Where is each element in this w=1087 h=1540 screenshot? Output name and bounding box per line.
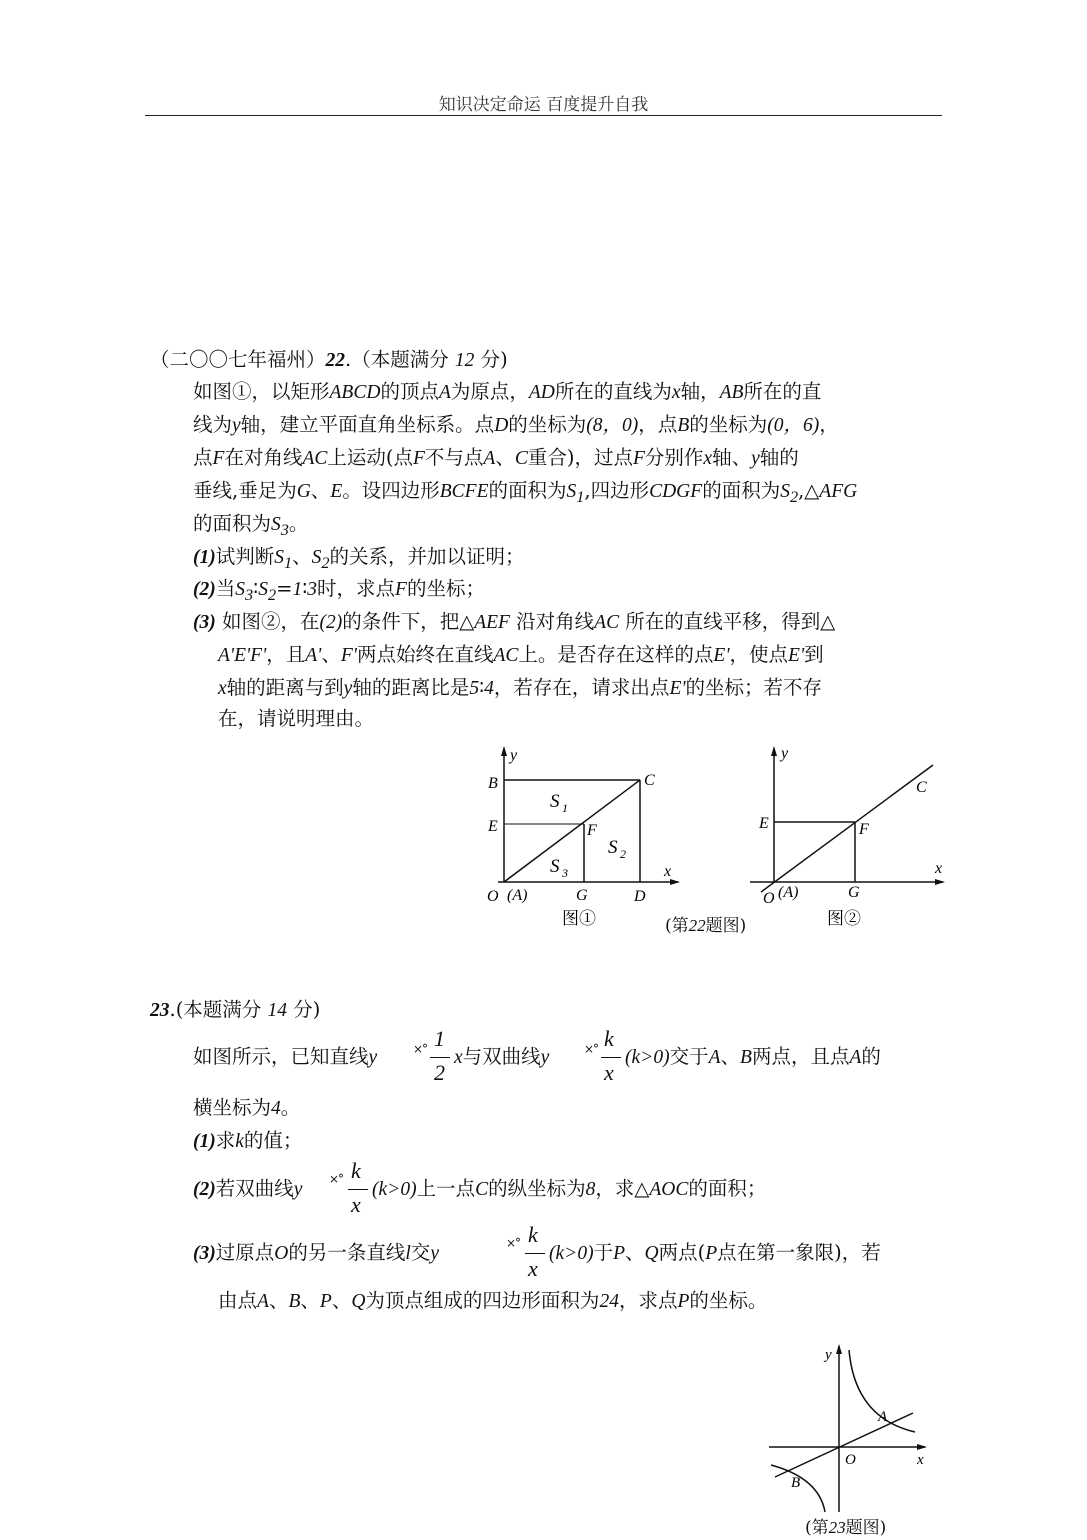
txt: O bbox=[274, 1243, 289, 1264]
frac-k-den: x bbox=[604, 1060, 614, 1085]
x-axis-arrow bbox=[917, 1444, 927, 1450]
q23-line1-c bbox=[625, 1045, 881, 1070]
txt: 、 bbox=[625, 1241, 645, 1264]
txt: ∶ bbox=[479, 676, 485, 699]
txt: k bbox=[235, 1131, 244, 1152]
label-o: O bbox=[845, 1452, 856, 1468]
label-o: O bbox=[487, 888, 499, 905]
txt: 的面积为 bbox=[488, 479, 567, 502]
frac-half-den: 2 bbox=[434, 1060, 445, 1085]
label-y: y bbox=[781, 745, 789, 762]
txt: 时，求点 bbox=[317, 577, 396, 600]
q23-figure bbox=[765, 1340, 935, 1515]
txt: 求 bbox=[215, 1129, 236, 1152]
label-a: A bbox=[878, 1409, 888, 1425]
page-header: 知识决定命运 百度提升自我 bbox=[438, 95, 649, 115]
txt: 线为 bbox=[193, 413, 233, 436]
label-a: (A) bbox=[778, 884, 799, 901]
txt: 。 bbox=[288, 512, 309, 535]
txt: y bbox=[540, 1047, 550, 1068]
txt: 在对角线 bbox=[224, 446, 303, 469]
txt: ∶ bbox=[302, 577, 308, 600]
line-ac bbox=[761, 765, 933, 892]
q22-sub3-line4: 在，请说明理由。 bbox=[218, 707, 375, 730]
label-y: y bbox=[510, 747, 518, 764]
txt: 、 bbox=[331, 1289, 352, 1312]
txt: 的坐标为 bbox=[689, 413, 768, 436]
txt: P bbox=[705, 1243, 718, 1264]
txt: 的面积； bbox=[688, 1177, 767, 1200]
q22-score-suffix: 分) bbox=[474, 348, 508, 371]
txt: 分别作 bbox=[644, 446, 704, 469]
txt: A' bbox=[305, 645, 322, 666]
header-rule bbox=[145, 115, 942, 116]
q23-score-prefix: .(本题满分 bbox=[169, 998, 268, 1021]
txt: AC bbox=[594, 612, 620, 633]
txt: P bbox=[319, 1291, 332, 1312]
txt: (2) bbox=[193, 1179, 216, 1200]
txt: 当 bbox=[215, 577, 236, 600]
q22-sub2 bbox=[193, 577, 485, 607]
label-x: x bbox=[917, 1452, 924, 1468]
txt: 、 bbox=[300, 1289, 320, 1312]
txt: 到 bbox=[804, 643, 824, 666]
txt: 的值； bbox=[243, 1129, 303, 1152]
txt: ,四边形 bbox=[584, 479, 650, 502]
txt: A bbox=[483, 448, 496, 469]
txt: S bbox=[274, 547, 285, 568]
txt: ， bbox=[819, 413, 839, 436]
txt: 由点 bbox=[218, 1289, 258, 1312]
txt: A bbox=[849, 1047, 862, 1068]
txt: y bbox=[232, 415, 241, 436]
txt: 。 bbox=[280, 1096, 301, 1119]
txt: E bbox=[330, 481, 343, 502]
q23-sub2-b bbox=[372, 1177, 766, 1202]
txt: x bbox=[671, 382, 681, 403]
txt: 5 bbox=[469, 678, 480, 699]
frac-half-num: 1 bbox=[434, 1026, 445, 1051]
txt: 于 bbox=[593, 1241, 614, 1264]
txt: (2) bbox=[193, 579, 216, 600]
txt: (第 bbox=[665, 916, 689, 936]
txt: 、 bbox=[292, 545, 312, 568]
txt: > bbox=[640, 1047, 654, 1068]
q23-score: 14 bbox=[267, 1000, 288, 1021]
label-a: (A) bbox=[507, 887, 528, 904]
q23-sub3-a bbox=[193, 1241, 439, 1266]
txt: 4 bbox=[484, 678, 494, 699]
q22-title bbox=[150, 348, 508, 373]
frac-k-bar bbox=[348, 1189, 368, 1190]
q23-title bbox=[150, 998, 320, 1023]
q23-sub2-a bbox=[193, 1177, 302, 1202]
txt: Q bbox=[351, 1291, 366, 1312]
txt: 上。是否存在这样的点 bbox=[518, 643, 714, 666]
txt: 。设四边形 bbox=[342, 479, 440, 502]
txt: 2 bbox=[267, 585, 277, 604]
txt: A bbox=[438, 382, 451, 403]
label-d: D bbox=[634, 888, 646, 905]
txt: 1 bbox=[284, 553, 293, 572]
txt: y bbox=[293, 1179, 303, 1200]
txt: (8，0) bbox=[586, 415, 639, 436]
q22-para-line3 bbox=[193, 446, 799, 471]
txt: B bbox=[677, 415, 690, 436]
label-f: F bbox=[587, 822, 597, 839]
txt: E' bbox=[788, 645, 805, 666]
txt: P bbox=[677, 1291, 690, 1312]
txt: 横坐标为 bbox=[193, 1096, 272, 1119]
txt: 的关系，并加以证明； bbox=[329, 545, 525, 568]
txt: Q bbox=[644, 1243, 659, 1264]
equals-marker: ×° bbox=[506, 1236, 521, 1250]
label-b: B bbox=[791, 1475, 801, 1491]
txt: ，使点 bbox=[729, 643, 789, 666]
txt: 、 bbox=[321, 643, 341, 666]
label-y: y bbox=[825, 1347, 832, 1363]
txt: 的面积为 bbox=[193, 512, 272, 535]
txt: ，求△ bbox=[595, 1177, 650, 1200]
txt: S bbox=[235, 579, 246, 600]
txt: 两点，且点 bbox=[751, 1045, 850, 1068]
txt: 2 bbox=[321, 553, 330, 572]
label-e: E bbox=[759, 815, 769, 832]
label-x: x bbox=[935, 860, 943, 877]
txt: A'E'F' bbox=[218, 645, 267, 666]
txt: 与双曲线 bbox=[462, 1045, 541, 1068]
txt: F bbox=[395, 579, 407, 600]
txt: ，且 bbox=[266, 643, 306, 666]
txt: D bbox=[494, 415, 509, 436]
q23-sub1 bbox=[193, 1129, 302, 1154]
txt: (k bbox=[625, 1047, 641, 1068]
txt: BCFE bbox=[439, 481, 489, 502]
txt: 的面积为 bbox=[702, 479, 781, 502]
frac-k-den: x bbox=[351, 1192, 361, 1217]
txt: E' bbox=[669, 678, 686, 699]
txt: F bbox=[412, 448, 425, 469]
label-x: x bbox=[664, 863, 672, 880]
txt: AC bbox=[493, 645, 519, 666]
txt: 如图①，以矩形 bbox=[193, 380, 330, 403]
txt: C bbox=[514, 448, 528, 469]
label-b: B bbox=[488, 775, 498, 792]
txt: 上一点 bbox=[416, 1177, 476, 1200]
txt: 的条件下，把△ bbox=[342, 610, 475, 633]
txt: 1 bbox=[292, 579, 303, 600]
txt: ，求点 bbox=[618, 1289, 678, 1312]
txt: 所在的直线为 bbox=[554, 380, 672, 403]
q22-para-line1 bbox=[193, 380, 821, 405]
txt: S bbox=[566, 481, 577, 502]
txt: AB bbox=[719, 382, 744, 403]
txt: 轴的距离与到 bbox=[226, 676, 344, 699]
txt: ,△ bbox=[798, 479, 820, 502]
txt: 的 bbox=[861, 1045, 881, 1068]
y-axis-arrow bbox=[836, 1344, 842, 1354]
txt: = bbox=[276, 577, 293, 600]
txt: 轴、 bbox=[712, 446, 752, 469]
label-g: G bbox=[576, 887, 588, 904]
q22-para-line5 bbox=[193, 512, 308, 542]
txt: > bbox=[387, 1179, 401, 1200]
x-axis-arrow bbox=[935, 879, 945, 885]
txt: ，若存在，请求出点 bbox=[493, 676, 670, 699]
frac-k-num: k bbox=[528, 1222, 538, 1247]
txt: y bbox=[430, 1243, 439, 1264]
txt: S bbox=[271, 514, 281, 535]
txt: (3) bbox=[193, 612, 216, 633]
txt: 若双曲线 bbox=[215, 1177, 294, 1200]
txt: 的纵坐标为 bbox=[488, 1177, 586, 1200]
txt: 4 bbox=[271, 1098, 281, 1119]
txt: S bbox=[780, 481, 790, 502]
txt: x bbox=[218, 678, 227, 699]
txt: 3 bbox=[245, 585, 254, 604]
frac-k-num: k bbox=[604, 1026, 614, 1051]
txt: 轴，建立平面直角坐标系。点 bbox=[240, 413, 495, 436]
txt: 所在的直线平移，得到△ bbox=[625, 610, 836, 633]
txt: (第 bbox=[805, 1518, 829, 1538]
txt: F bbox=[212, 448, 225, 469]
q22-para-line2 bbox=[193, 413, 839, 438]
txt: 0) bbox=[577, 1243, 594, 1264]
txt: 的坐标；若不存 bbox=[685, 676, 823, 699]
txt: 为原点， bbox=[450, 380, 529, 403]
txt: x bbox=[454, 1047, 463, 1068]
q22-figure-1 bbox=[478, 740, 688, 930]
equals-marker: ×° bbox=[413, 1042, 428, 1056]
q22-sub3-line3 bbox=[218, 676, 822, 701]
label-s1-sub: 1 bbox=[562, 801, 568, 815]
diagonal-ac bbox=[504, 780, 640, 882]
q23-line2 bbox=[193, 1096, 300, 1121]
txt: 交于 bbox=[669, 1045, 709, 1068]
txt: 1 bbox=[576, 487, 585, 506]
label-s2-sub: 2 bbox=[620, 847, 626, 861]
label-s2: S bbox=[608, 837, 618, 858]
txt: C bbox=[475, 1179, 489, 1200]
txt: 点在第一象限)，若 bbox=[717, 1241, 881, 1264]
txt: 、 bbox=[310, 479, 331, 502]
frac-k-den: x bbox=[528, 1256, 538, 1281]
txt: (2) bbox=[319, 612, 343, 633]
txt: E' bbox=[713, 645, 730, 666]
txt: ，点 bbox=[638, 413, 678, 436]
txt: A bbox=[708, 1047, 721, 1068]
txt: 所在的直 bbox=[743, 380, 822, 403]
txt: 上运动(点 bbox=[327, 446, 413, 469]
txt: F bbox=[632, 448, 645, 469]
q22-source: （二〇〇七年福州） bbox=[150, 348, 326, 371]
txt: y bbox=[368, 1047, 378, 1068]
txt: 、 bbox=[495, 446, 515, 469]
frac-half-bar bbox=[430, 1057, 450, 1058]
txt: (3) bbox=[193, 1243, 216, 1264]
txt: 两点( bbox=[658, 1241, 706, 1264]
txt: y bbox=[343, 678, 353, 699]
q23-score-suffix: 分) bbox=[287, 998, 321, 1021]
txt: A bbox=[257, 1291, 269, 1312]
q22-sub1 bbox=[193, 545, 525, 575]
q23-line1-a bbox=[193, 1045, 377, 1070]
q22-sub3-line2 bbox=[218, 643, 824, 668]
txt: 22 bbox=[688, 916, 706, 935]
txt: G bbox=[296, 481, 311, 502]
y-axis-arrow bbox=[771, 746, 777, 756]
txt: 为顶点组成的四边形面积为 bbox=[365, 1289, 600, 1312]
txt: P bbox=[613, 1243, 626, 1264]
y-axis-arrow bbox=[501, 746, 507, 756]
q22-sub3-line1 bbox=[193, 610, 835, 635]
txt: 轴的距离比是 bbox=[352, 676, 470, 699]
txt: > bbox=[564, 1243, 578, 1264]
equals-marker: ×° bbox=[584, 1042, 599, 1056]
label-e: E bbox=[488, 818, 498, 835]
txt: 、 bbox=[268, 1289, 289, 1312]
txt: y bbox=[751, 448, 760, 469]
txt: l bbox=[405, 1243, 411, 1264]
txt: 如图所示，已知直线 bbox=[193, 1045, 369, 1068]
txt: 、 bbox=[720, 1045, 741, 1068]
txt: 2 bbox=[789, 487, 799, 506]
txt: B bbox=[740, 1047, 752, 1068]
txt: ABCD bbox=[329, 382, 381, 403]
txt: AEF bbox=[474, 612, 510, 633]
label-s3: S bbox=[550, 856, 560, 877]
txt: 轴的 bbox=[759, 446, 799, 469]
txt: (0，6) bbox=[767, 415, 820, 436]
label-f: F bbox=[859, 821, 869, 838]
label-c: C bbox=[644, 772, 655, 789]
q23-figure-caption bbox=[805, 1516, 886, 1540]
q22-figure-caption bbox=[665, 914, 746, 938]
txt: AFG bbox=[819, 481, 858, 502]
txt: F' bbox=[340, 645, 357, 666]
label-g: G bbox=[848, 884, 860, 901]
txt: 题图) bbox=[845, 1518, 887, 1538]
frac-k-bar bbox=[601, 1057, 621, 1058]
label-s3-sub: 3 bbox=[562, 866, 568, 880]
txt: 沿对角线 bbox=[516, 610, 595, 633]
txt: 交 bbox=[410, 1241, 431, 1264]
txt: 的坐标； bbox=[406, 577, 485, 600]
txt: CDGF bbox=[649, 481, 703, 502]
txt: (1) bbox=[193, 547, 216, 568]
txt: 3 bbox=[280, 520, 289, 539]
q22-number: 22 bbox=[325, 350, 346, 371]
frac-k-bar bbox=[525, 1253, 545, 1254]
figure-2-caption: 图② bbox=[827, 909, 861, 928]
txt: 24 bbox=[599, 1291, 619, 1312]
txt: 如图②，在 bbox=[221, 610, 320, 633]
txt: (k bbox=[549, 1243, 565, 1264]
q22-score-prefix: .（本题满分 bbox=[345, 348, 455, 371]
txt: 的另一条直线 bbox=[288, 1241, 406, 1264]
label-s1: S bbox=[550, 791, 560, 812]
txt: AC bbox=[302, 448, 328, 469]
line-ab bbox=[775, 1413, 913, 1477]
txt: 垂线,垂足为 bbox=[193, 479, 297, 502]
txt: 试判断 bbox=[215, 545, 275, 568]
q23-line1-b bbox=[454, 1045, 549, 1070]
q22-score: 12 bbox=[454, 350, 475, 371]
txt: 的坐标为 bbox=[508, 413, 587, 436]
txt: 点 bbox=[193, 446, 213, 469]
label-o: O bbox=[763, 890, 775, 907]
txt: S bbox=[311, 547, 322, 568]
txt: (k bbox=[372, 1179, 388, 1200]
figure-1-caption: 图① bbox=[562, 909, 596, 928]
txt: 的顶点 bbox=[380, 380, 439, 403]
txt: AOC bbox=[649, 1179, 689, 1200]
txt: AD bbox=[528, 382, 555, 403]
txt: 两点始终在直线 bbox=[356, 643, 494, 666]
q23-sub3-b bbox=[549, 1241, 881, 1266]
txt: (1) bbox=[193, 1131, 216, 1152]
txt: 0) bbox=[653, 1047, 670, 1068]
txt: 23 bbox=[828, 1518, 846, 1537]
txt: 重合)，过点 bbox=[527, 446, 633, 469]
label-c: C bbox=[916, 779, 927, 796]
q22-para-line4 bbox=[193, 479, 857, 509]
txt: 3 bbox=[307, 579, 318, 600]
txt: 的坐标。 bbox=[689, 1289, 768, 1312]
equals-marker: ×° bbox=[329, 1172, 344, 1186]
txt: 过原点 bbox=[215, 1241, 275, 1264]
txt: 轴， bbox=[680, 380, 720, 403]
txt: x bbox=[703, 448, 713, 469]
txt: B bbox=[288, 1291, 301, 1312]
txt: 0) bbox=[400, 1179, 417, 1200]
q23-number: 23 bbox=[150, 1000, 170, 1021]
txt: ∶ bbox=[253, 577, 259, 600]
frac-k-num: k bbox=[351, 1158, 361, 1183]
x-axis-arrow bbox=[670, 879, 680, 885]
q23-sub3-c bbox=[218, 1289, 767, 1314]
txt: 8 bbox=[585, 1179, 596, 1200]
q22-figure-2 bbox=[745, 740, 950, 930]
txt: 题图) bbox=[705, 916, 747, 936]
txt: S bbox=[258, 579, 268, 600]
txt: 不与点 bbox=[424, 446, 484, 469]
